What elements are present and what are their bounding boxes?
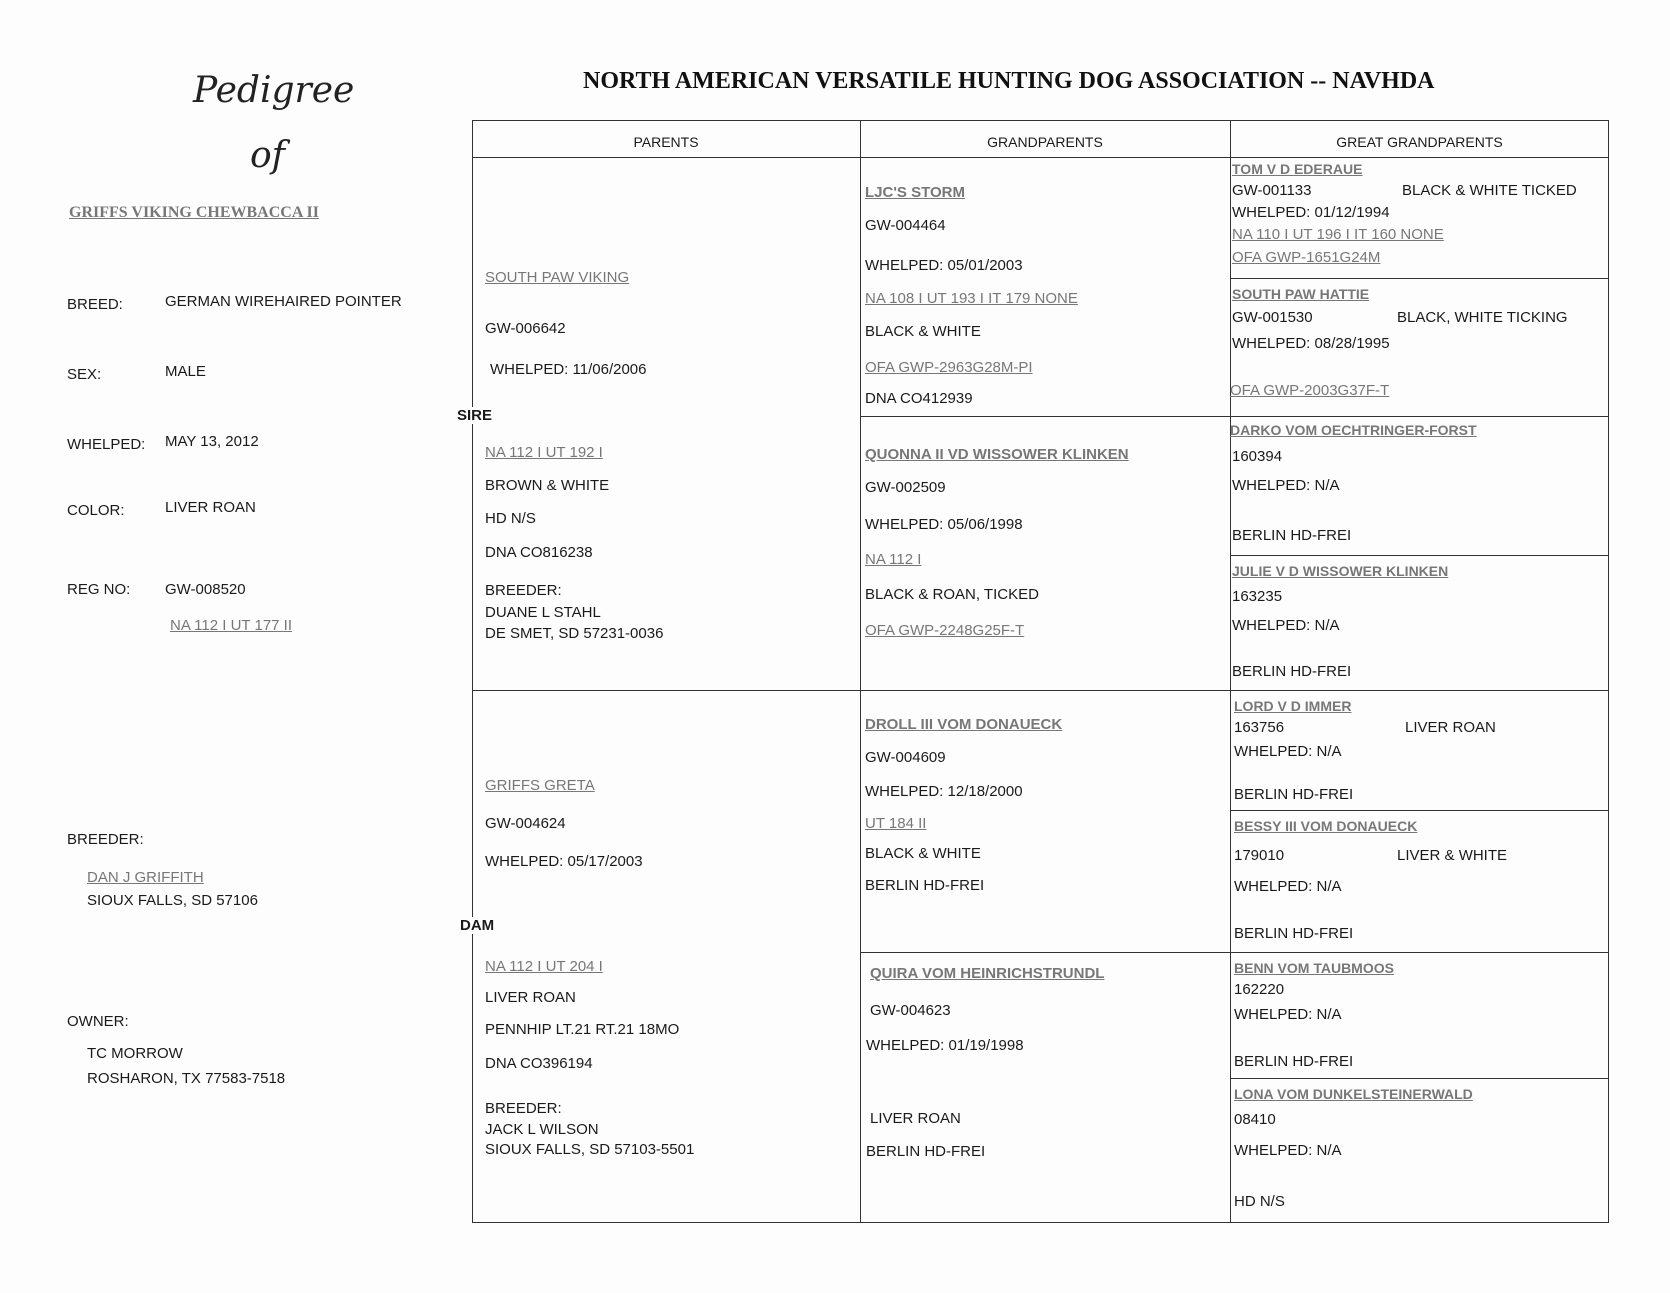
sire-breeder-city: DE SMET, SD 57231-0036 (485, 625, 664, 642)
pedigree-table (472, 120, 1609, 1223)
ggp-divider-3 (1230, 810, 1609, 811)
gp-sd-whelped: WHELPED: 05/06/1998 (865, 516, 1023, 533)
ggp4-reg: 163235 (1232, 588, 1283, 605)
gp-ds-reg: GW-004609 (865, 749, 946, 766)
ggp3-reg: 160394 (1232, 448, 1283, 465)
breeder-name: DAN J GRIFFITH (87, 869, 204, 886)
ggp1-scores: NA 110 I UT 196 I IT 160 NONE (1232, 226, 1444, 243)
of-heading: of (250, 135, 285, 176)
gp-ds-color: BLACK & WHITE (865, 845, 981, 862)
dam-breeder-city: SIOUX FALLS, SD 57103-5501 (485, 1141, 695, 1158)
dam-grandparent-divider (860, 952, 1609, 953)
ggp5-reg: 163756 (1234, 719, 1285, 736)
ggp4-hip: BERLIN HD-FREI (1232, 663, 1352, 680)
header-divider (472, 157, 1609, 158)
gp-sd-ofa: OFA GWP-2248G25F-T (865, 622, 1025, 639)
color-label: COLOR: (67, 502, 125, 519)
ggp-divider-4 (1230, 1078, 1609, 1079)
breed-value: GERMAN WIREHAIRED POINTER (165, 293, 402, 310)
gp-ss-color: BLACK & WHITE (865, 323, 981, 340)
sire-grandparent-divider (860, 416, 1609, 417)
whelped-label: WHELPED: (67, 436, 146, 453)
breeder-city: SIOUX FALLS, SD 57106 (87, 892, 258, 909)
ggp2-reg: GW-001530 (1232, 309, 1313, 326)
ggp3-name: DARKO VOM OECHTRINGER-FORST (1230, 422, 1477, 438)
ggp5-name: LORD V D IMMER (1234, 698, 1352, 714)
dam-breeder-label: BREEDER: (485, 1100, 562, 1117)
gp-ss-scores: NA 108 I UT 193 I IT 179 NONE (865, 290, 1078, 307)
ggp1-ofa: OFA GWP-1651G24M (1232, 249, 1381, 266)
ggp2-ofa: OFA GWP-2003G37F-T (1230, 382, 1390, 399)
dog-name: GRIFFS VIKING CHEWBACCA II (69, 204, 319, 221)
ggp6-whelped: WHELPED: N/A (1234, 878, 1342, 895)
breeder-label: BREEDER: (67, 831, 144, 848)
gp-sd-reg: GW-002509 (865, 479, 946, 496)
gp-dd-name: QUIRA VOM HEINRICHSTRUNDL (870, 965, 1105, 982)
ggp1-reg: GW-001133 (1232, 182, 1312, 199)
dam-color: LIVER ROAN (485, 989, 576, 1006)
owner-name: TC MORROW (87, 1045, 183, 1062)
sire-breeder-name: DUANE L STAHL (485, 604, 601, 621)
sex-label: SEX: (67, 366, 102, 383)
ggp8-whelped: WHELPED: N/A (1234, 1142, 1342, 1159)
gp-ss-name: LJC'S STORM (865, 184, 965, 201)
gp-ss-ofa: OFA GWP-2963G28M-PI (865, 359, 1033, 376)
gp-ds-hip: BERLIN HD-FREI (865, 877, 985, 894)
ggp-divider-2 (1230, 555, 1609, 556)
column-divider-2 (1230, 120, 1231, 1223)
ggp6-color: LIVER & WHITE (1397, 847, 1508, 864)
ggp7-name: BENN VOM TAUBMOOS (1234, 960, 1394, 976)
ggp5-hip: BERLIN HD-FREI (1234, 786, 1354, 803)
dam-breeder-name: JACK L WILSON (485, 1121, 599, 1138)
header-grandparents: GRANDPARENTS (987, 134, 1103, 150)
reg-label: REG NO: (67, 581, 131, 598)
dam-scores: NA 112 I UT 204 I (485, 958, 603, 975)
ggp5-whelped: WHELPED: N/A (1234, 743, 1342, 760)
header-parents: PARENTS (633, 134, 699, 150)
sire-color: BROWN & WHITE (485, 477, 610, 494)
gp-dd-whelped: WHELPED: 01/19/1998 (866, 1037, 1024, 1054)
ggp8-name: LONA VOM DUNKELSTEINERWALD (1234, 1086, 1473, 1102)
reg-value: GW-008520 (165, 581, 246, 598)
sire-reg: GW-006642 (485, 320, 566, 337)
sire-name: SOUTH PAW VIKING (485, 269, 630, 286)
ggp3-hip: BERLIN HD-FREI (1232, 527, 1352, 544)
ggp3-whelped: WHELPED: N/A (1232, 477, 1340, 494)
ggp2-color: BLACK, WHITE TICKING (1397, 309, 1568, 326)
pedigree-heading: Pedigree (193, 70, 355, 111)
ggp4-name: JULIE V D WISSOWER KLINKEN (1232, 563, 1449, 579)
ggp2-whelped: WHELPED: 08/28/1995 (1232, 335, 1390, 352)
dam-dna: DNA CO396194 (485, 1055, 593, 1072)
owner-label: OWNER: (67, 1013, 129, 1030)
gp-sd-scores: NA 112 I (865, 551, 922, 568)
gp-ds-whelped: WHELPED: 12/18/2000 (865, 783, 1023, 800)
ggp7-hip: BERLIN HD-FREI (1234, 1053, 1354, 1070)
ggp1-whelped: WHELPED: 01/12/1994 (1232, 204, 1390, 221)
sire-label: SIRE (457, 407, 493, 424)
gp-dd-reg: GW-004623 (870, 1002, 951, 1019)
gp-ss-dna: DNA CO412939 (865, 390, 973, 407)
whelped-value: MAY 13, 2012 (165, 433, 259, 450)
ggp-divider-1 (1230, 278, 1609, 279)
ggp5-color: LIVER ROAN (1405, 719, 1496, 736)
ggp6-reg: 179010 (1234, 847, 1285, 864)
ggp6-hip: BERLIN HD-FREI (1234, 925, 1354, 942)
gp-ss-reg: GW-004464 (865, 217, 946, 234)
dam-hip: PENNHIP LT.21 RT.21 18MO (485, 1021, 680, 1038)
breed-label: BREED: (67, 296, 123, 313)
dam-whelped: WHELPED: 05/17/2003 (485, 853, 643, 870)
sire-scores: NA 112 I UT 192 I (485, 444, 603, 461)
ggp7-reg: 162220 (1234, 981, 1285, 998)
gp-ds-name: DROLL III VOM DONAUECK (865, 716, 1063, 733)
owner-city: ROSHARON, TX 77583-7518 (87, 1070, 286, 1087)
color-value: LIVER ROAN (165, 499, 256, 516)
gp-sd-name: QUONNA II VD WISSOWER KLINKEN (865, 446, 1129, 463)
dam-label: DAM (460, 917, 495, 934)
gp-ds-scores: UT 184 II (865, 815, 927, 832)
ggp1-color: BLACK & WHITE TICKED (1402, 182, 1577, 199)
column-divider-1 (860, 120, 861, 1223)
sex-value: MALE (165, 363, 206, 380)
sire-breeder-label: BREEDER: (485, 582, 562, 599)
ggp2-name: SOUTH PAW HATTIE (1232, 286, 1370, 302)
dam-reg: GW-004624 (485, 815, 566, 832)
association-title: NORTH AMERICAN VERSATILE HUNTING DOG ASSOCIATION -- NAVHDA (583, 68, 1435, 94)
dam-name: GRIFFS GRETA (485, 777, 595, 794)
gp-ss-whelped: WHELPED: 05/01/2003 (865, 257, 1023, 274)
dog-scores: NA 112 I UT 177 II (170, 617, 293, 634)
ggp8-hip: HD N/S (1234, 1193, 1285, 1210)
header-great-grandparents: GREAT GRANDPARENTS (1336, 134, 1503, 150)
ggp7-whelped: WHELPED: N/A (1234, 1006, 1342, 1023)
ggp1-name: TOM V D EDERAUE (1232, 161, 1363, 177)
gp-dd-color: LIVER ROAN (870, 1110, 961, 1127)
gp-sd-color: BLACK & ROAN, TICKED (865, 586, 1039, 603)
sire-whelped: WHELPED: 11/06/2006 (490, 361, 647, 378)
sire-dam-divider (472, 690, 1609, 691)
ggp8-reg: 08410 (1234, 1111, 1276, 1128)
ggp4-whelped: WHELPED: N/A (1232, 617, 1340, 634)
sire-dna: DNA CO816238 (485, 544, 593, 561)
gp-dd-hip: BERLIN HD-FREI (866, 1143, 986, 1160)
sire-hd: HD N/S (485, 510, 536, 527)
ggp6-name: BESSY III VOM DONAUECK (1234, 818, 1418, 834)
